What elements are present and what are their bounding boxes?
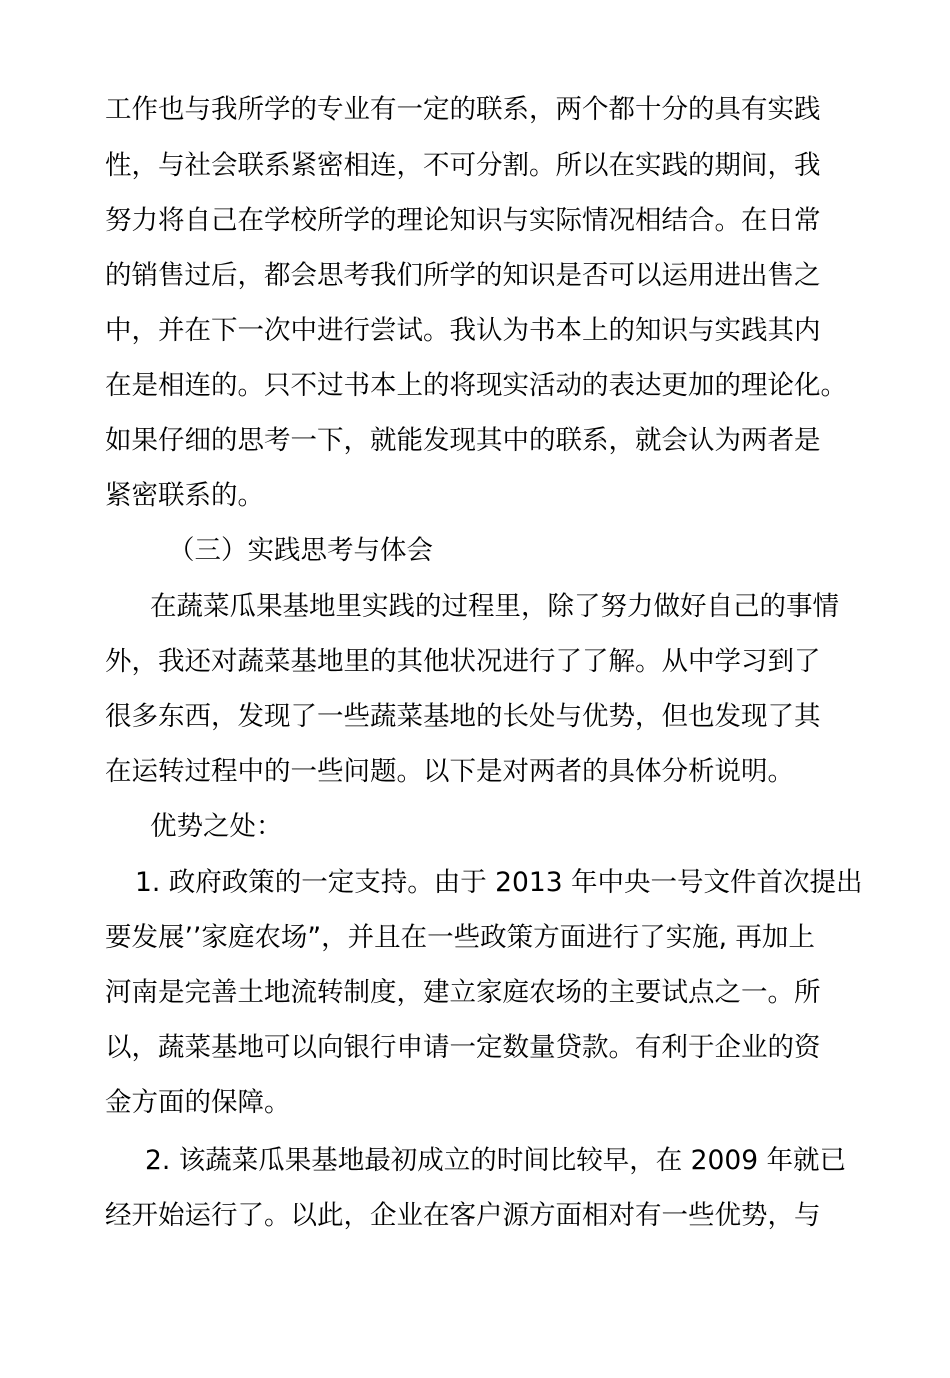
paragraph-line: 金方面的保障。 [105,1087,291,1118]
paragraph-line: 中，并在下一次中进行尝试。我认为书本上的知识与实践其内 [105,315,821,346]
paragraph-line: 在运转过程中的一些问题。以下是对两者的具体分析说明。 [105,756,794,787]
paragraph-line: 在蔬菜瓜果基地里实践的过程里，除了努力做好自己的事情 [150,591,839,622]
paragraph-line: 要发展’’家庭农场”，并且在一些政策方面进行了实施, 再加上 [105,922,815,953]
paragraph-line: 如果仔细的思考一下，就能发现其中的联系，就会认为两者是 [105,425,821,456]
paragraph-line: 紧密联系的。 [105,480,264,511]
paragraph-line: 工作也与我所学的专业有一定的联系，两个都十分的具有实践 [105,94,821,125]
paragraph-line: 河南是完善土地流转制度，建立家庭农场的主要试点之一。所 [105,977,821,1008]
paragraph-line: 的销售过后，都会思考我们所学的知识是否可以运用进出售之 [105,260,821,291]
paragraph-line: 以，蔬菜基地可以向银行申请一定数量贷款。有利于企业的资 [105,1032,821,1063]
section-heading: （三）实践思考与体会 [168,535,433,566]
list-item-1-line: 1. 政府政策的一定支持。由于 2013 年中央一号文件首次提出 [135,867,863,898]
paragraph-line: 性，与社会联系紧密相连，不可分割。所以在实践的期间，我 [105,150,821,181]
subheading-advantages: 优势之处： [150,811,283,842]
paragraph-line: 经开始运行了。以此，企业在客户源方面相对有一些优势，与 [105,1200,821,1231]
paragraph-line: 外，我还对蔬菜基地里的其他状况进行了了解。从中学习到了 [105,646,821,677]
list-item-2-line: 2. 该蔬菜瓜果基地最初成立的时间比较早，在 2009 年就已 [145,1145,846,1176]
paragraph-line: 努力将自己在学校所学的理论知识与实际情况相结合。在日常 [105,205,821,236]
paragraph-line: 很多东西，发现了一些蔬菜基地的长处与优势，但也发现了其 [105,701,821,732]
paragraph-line: 在是相连的。只不过书本上的将现实活动的表达更加的理论化。 [105,370,847,401]
